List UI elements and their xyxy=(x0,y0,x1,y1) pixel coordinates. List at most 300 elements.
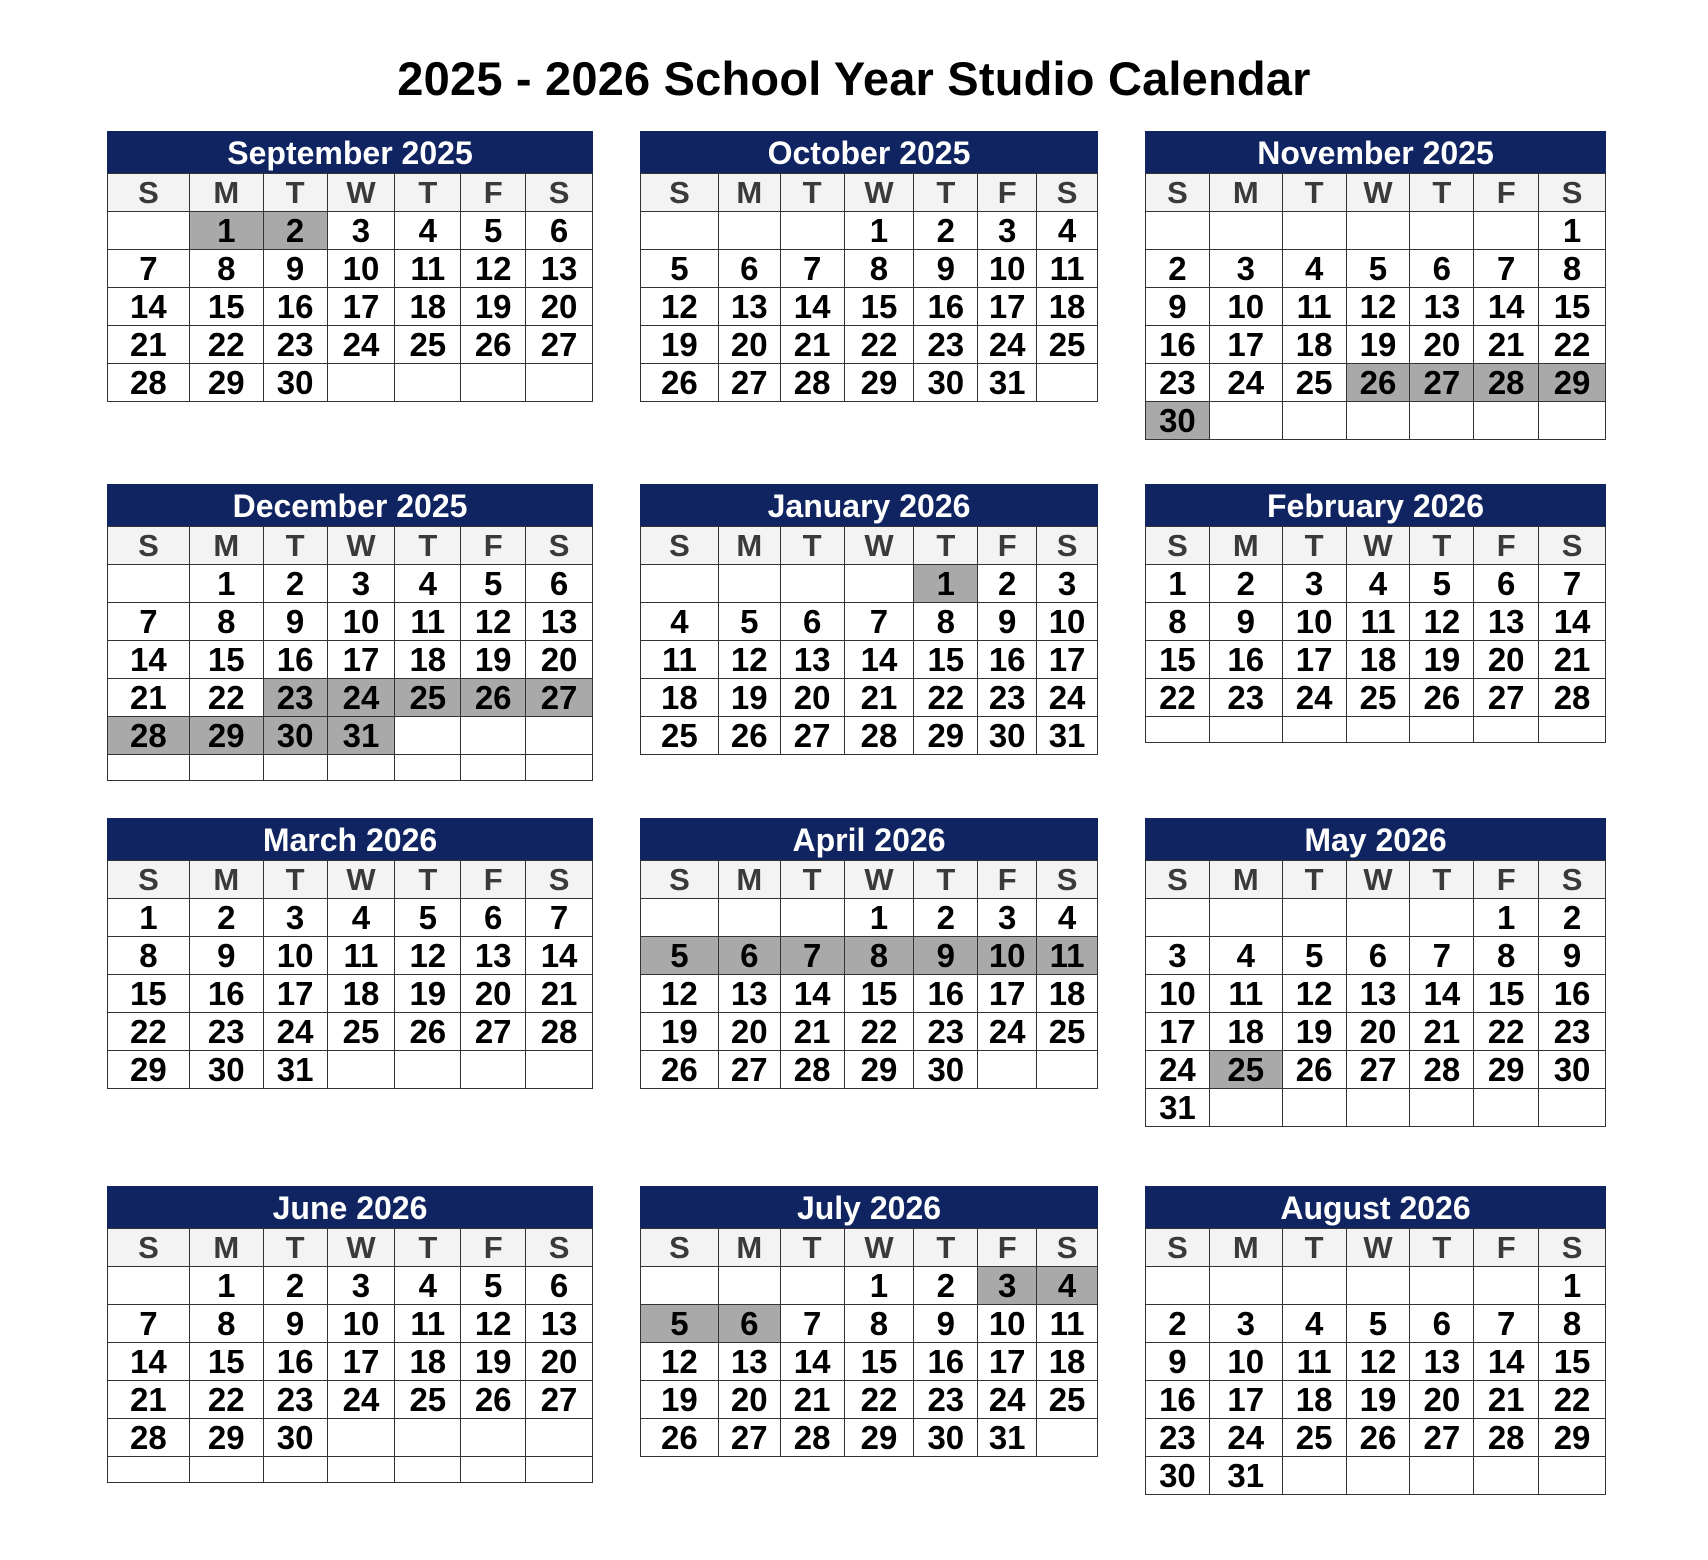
day-cell: 14 xyxy=(108,641,190,679)
day-cell: 15 xyxy=(844,975,914,1013)
weekday-label: T xyxy=(780,861,844,899)
day-cell: 11 xyxy=(395,250,461,288)
day-cell: 5 xyxy=(641,250,719,288)
weekday-label: M xyxy=(718,861,780,899)
day-cell: 17 xyxy=(263,975,327,1013)
weekday-label: T xyxy=(1410,527,1474,565)
month-december-2025 xyxy=(107,484,593,781)
day-cell: 24 xyxy=(978,1381,1037,1419)
day-cell: 22 xyxy=(108,1013,190,1051)
day-cell: 28 xyxy=(108,1419,190,1457)
day-cell: 13 xyxy=(461,937,526,975)
day-cell: 7 xyxy=(1410,937,1474,975)
day-cell: 1 xyxy=(1474,899,1539,937)
day-cell: 23 xyxy=(1209,679,1282,717)
weekday-label: T xyxy=(1282,1229,1346,1267)
day-cell: 19 xyxy=(641,1013,719,1051)
empty-cell xyxy=(1410,402,1474,440)
day-cell: 7 xyxy=(108,250,190,288)
weekday-label: S xyxy=(1539,861,1606,899)
week-row xyxy=(1146,364,1606,402)
day-cell: 30 xyxy=(263,717,327,755)
day-cell: 27 xyxy=(1346,1051,1410,1089)
week-row xyxy=(1146,402,1606,440)
day-cell: 23 xyxy=(1146,1419,1210,1457)
day-cell: 10 xyxy=(978,1305,1037,1343)
weekday-label: W xyxy=(327,174,395,212)
month-title: September 2025 xyxy=(107,131,593,173)
week-row xyxy=(641,288,1098,326)
weekday-label: F xyxy=(461,527,526,565)
day-cell: 2 xyxy=(914,1267,978,1305)
week-row xyxy=(108,1267,593,1305)
day-cell: 15 xyxy=(844,288,914,326)
weekday-label: T xyxy=(263,527,327,565)
weekday-label: T xyxy=(1410,1229,1474,1267)
day-cell: 23 xyxy=(263,326,327,364)
day-cell: 4 xyxy=(1282,1305,1346,1343)
day-cell: 12 xyxy=(1282,975,1346,1013)
day-cell: 29 xyxy=(844,364,914,402)
day-cell: 6 xyxy=(1474,565,1539,603)
day-cell: 31 xyxy=(1209,1457,1282,1495)
day-cell: 24 xyxy=(1146,1051,1210,1089)
week-row xyxy=(1146,603,1606,641)
weekday-label: T xyxy=(263,861,327,899)
day-cell: 3 xyxy=(1209,1305,1282,1343)
day-cell: 11 xyxy=(1037,937,1098,975)
day-cell: 1 xyxy=(1539,1267,1606,1305)
day-cell: 6 xyxy=(718,1305,780,1343)
month-title: November 2025 xyxy=(1145,131,1606,173)
day-cell: 21 xyxy=(780,326,844,364)
weekday-header-row xyxy=(641,1229,1098,1267)
day-cell: 1 xyxy=(844,212,914,250)
day-cell: 28 xyxy=(1474,1419,1539,1457)
day-cell: 19 xyxy=(461,641,526,679)
empty-cell xyxy=(1346,899,1410,937)
week-row xyxy=(108,603,593,641)
day-cell: 17 xyxy=(978,975,1037,1013)
day-cell: 27 xyxy=(526,1381,593,1419)
weekday-label: T xyxy=(1282,861,1346,899)
day-cell: 18 xyxy=(327,975,395,1013)
day-cell: 6 xyxy=(1410,1305,1474,1343)
day-cell: 5 xyxy=(718,603,780,641)
day-cell: 23 xyxy=(914,1013,978,1051)
month-grid xyxy=(107,526,593,781)
day-cell: 28 xyxy=(1539,679,1606,717)
empty-cell xyxy=(1209,1267,1282,1305)
day-cell: 10 xyxy=(978,937,1037,975)
weekday-label: S xyxy=(526,174,593,212)
week-row xyxy=(641,937,1098,975)
weekday-header-row xyxy=(108,1229,593,1267)
day-cell: 17 xyxy=(1209,326,1282,364)
week-row xyxy=(1146,326,1606,364)
empty-cell xyxy=(1037,1051,1098,1089)
day-cell: 22 xyxy=(189,326,263,364)
day-cell: 9 xyxy=(189,937,263,975)
week-row xyxy=(108,679,593,717)
day-cell: 3 xyxy=(1037,565,1098,603)
day-cell: 2 xyxy=(978,565,1037,603)
empty-cell xyxy=(395,717,461,755)
day-cell: 2 xyxy=(914,212,978,250)
day-cell: 22 xyxy=(1539,326,1606,364)
day-cell: 23 xyxy=(914,326,978,364)
day-cell: 13 xyxy=(526,1305,593,1343)
day-cell: 22 xyxy=(844,1013,914,1051)
empty-cell xyxy=(108,1457,190,1483)
day-cell: 27 xyxy=(780,717,844,755)
week-row xyxy=(641,1305,1098,1343)
weekday-label: W xyxy=(1346,527,1410,565)
day-cell: 11 xyxy=(1037,1305,1098,1343)
empty-cell xyxy=(1346,1089,1410,1127)
week-row-blank xyxy=(1146,717,1606,743)
empty-cell xyxy=(1346,1267,1410,1305)
day-cell: 12 xyxy=(641,1343,719,1381)
empty-cell xyxy=(1410,1089,1474,1127)
day-cell: 6 xyxy=(526,212,593,250)
day-cell: 16 xyxy=(914,288,978,326)
day-cell: 10 xyxy=(1037,603,1098,641)
week-row xyxy=(641,1419,1098,1457)
month-title: April 2026 xyxy=(640,818,1098,860)
day-cell: 17 xyxy=(327,641,395,679)
weekday-label: W xyxy=(327,527,395,565)
day-cell: 25 xyxy=(1037,1381,1098,1419)
day-cell: 14 xyxy=(780,975,844,1013)
day-cell: 8 xyxy=(189,250,263,288)
day-cell: 7 xyxy=(108,1305,190,1343)
day-cell: 21 xyxy=(844,679,914,717)
day-cell: 15 xyxy=(1474,975,1539,1013)
day-cell: 10 xyxy=(327,603,395,641)
weekday-label: T xyxy=(395,527,461,565)
empty-cell xyxy=(263,755,327,781)
day-cell: 10 xyxy=(978,250,1037,288)
day-cell: 8 xyxy=(189,1305,263,1343)
month-grid xyxy=(1145,860,1606,1127)
empty-cell xyxy=(718,1267,780,1305)
day-cell: 18 xyxy=(1282,326,1346,364)
empty-cell xyxy=(395,364,461,402)
week-row xyxy=(1146,1343,1606,1381)
weekday-label: M xyxy=(1209,174,1282,212)
month-title: February 2026 xyxy=(1145,484,1606,526)
weekday-header-row xyxy=(1146,1229,1606,1267)
day-cell: 7 xyxy=(1474,250,1539,288)
week-row-blank xyxy=(108,1457,593,1483)
week-row xyxy=(108,1305,593,1343)
day-cell: 13 xyxy=(718,975,780,1013)
day-cell: 1 xyxy=(914,565,978,603)
day-cell: 3 xyxy=(1209,250,1282,288)
day-cell: 9 xyxy=(1539,937,1606,975)
day-cell: 18 xyxy=(641,679,719,717)
day-cell: 8 xyxy=(844,250,914,288)
month-may-2026 xyxy=(1145,818,1606,1127)
day-cell: 27 xyxy=(718,1419,780,1457)
day-cell: 27 xyxy=(1410,1419,1474,1457)
weekday-label: M xyxy=(189,861,263,899)
day-cell: 26 xyxy=(1410,679,1474,717)
day-cell: 12 xyxy=(461,250,526,288)
day-cell: 15 xyxy=(189,641,263,679)
day-cell: 6 xyxy=(461,899,526,937)
week-row xyxy=(1146,1267,1606,1305)
page-title: 2025 - 2026 School Year Studio Calendar xyxy=(397,52,1311,105)
month-title: July 2026 xyxy=(640,1186,1098,1228)
day-cell: 8 xyxy=(914,603,978,641)
day-cell: 29 xyxy=(189,364,263,402)
day-cell: 19 xyxy=(461,1343,526,1381)
day-cell: 1 xyxy=(844,1267,914,1305)
month-grid xyxy=(640,526,1098,755)
day-cell: 5 xyxy=(461,212,526,250)
day-cell: 28 xyxy=(1474,364,1539,402)
day-cell: 23 xyxy=(263,679,327,717)
day-cell: 2 xyxy=(1146,250,1210,288)
day-cell: 18 xyxy=(1037,1343,1098,1381)
week-row xyxy=(641,565,1098,603)
empty-cell xyxy=(1539,402,1606,440)
day-cell: 21 xyxy=(1474,1381,1539,1419)
weekday-label: W xyxy=(327,861,395,899)
empty-cell xyxy=(1146,717,1210,743)
day-cell: 22 xyxy=(844,1381,914,1419)
weekday-header-row xyxy=(108,174,593,212)
weekday-header-row xyxy=(641,527,1098,565)
day-cell: 30 xyxy=(914,1051,978,1089)
weekday-label: S xyxy=(108,1229,190,1267)
day-cell: 19 xyxy=(718,679,780,717)
week-row xyxy=(108,565,593,603)
week-row xyxy=(641,1381,1098,1419)
empty-cell xyxy=(1282,717,1346,743)
empty-cell xyxy=(327,364,395,402)
weekday-label: T xyxy=(780,174,844,212)
empty-cell xyxy=(327,1051,395,1089)
empty-cell xyxy=(1209,717,1282,743)
weekday-label: F xyxy=(1474,174,1539,212)
empty-cell xyxy=(780,899,844,937)
day-cell: 23 xyxy=(978,679,1037,717)
day-cell: 21 xyxy=(780,1381,844,1419)
day-cell: 3 xyxy=(327,565,395,603)
empty-cell xyxy=(461,364,526,402)
weekday-label: F xyxy=(1474,861,1539,899)
week-row xyxy=(108,212,593,250)
week-row xyxy=(108,1343,593,1381)
empty-cell xyxy=(1146,1267,1210,1305)
empty-cell xyxy=(526,1419,593,1457)
week-row xyxy=(1146,288,1606,326)
empty-cell xyxy=(1474,1457,1539,1495)
weekday-label: W xyxy=(844,861,914,899)
weekday-label: M xyxy=(718,174,780,212)
day-cell: 14 xyxy=(1474,288,1539,326)
day-cell: 30 xyxy=(189,1051,263,1089)
day-cell: 24 xyxy=(327,326,395,364)
day-cell: 8 xyxy=(189,603,263,641)
day-cell: 1 xyxy=(1146,565,1210,603)
weekday-label: F xyxy=(978,1229,1037,1267)
empty-cell xyxy=(327,1457,395,1483)
empty-cell xyxy=(1474,402,1539,440)
day-cell: 27 xyxy=(526,326,593,364)
day-cell: 14 xyxy=(1474,1343,1539,1381)
empty-cell xyxy=(641,565,719,603)
day-cell: 25 xyxy=(1037,326,1098,364)
day-cell: 6 xyxy=(1410,250,1474,288)
day-cell: 1 xyxy=(844,899,914,937)
day-cell: 26 xyxy=(641,1419,719,1457)
month-july-2026 xyxy=(640,1186,1098,1457)
day-cell: 21 xyxy=(1474,326,1539,364)
day-cell: 2 xyxy=(914,899,978,937)
day-cell: 20 xyxy=(1346,1013,1410,1051)
empty-cell xyxy=(718,565,780,603)
day-cell: 1 xyxy=(108,899,190,937)
day-cell: 6 xyxy=(780,603,844,641)
weekday-label: T xyxy=(780,527,844,565)
day-cell: 17 xyxy=(1037,641,1098,679)
empty-cell xyxy=(327,1419,395,1457)
day-cell: 9 xyxy=(914,937,978,975)
week-row-blank xyxy=(108,755,593,781)
day-cell: 31 xyxy=(978,1419,1037,1457)
day-cell: 1 xyxy=(189,1267,263,1305)
day-cell: 20 xyxy=(1410,1381,1474,1419)
weekday-label: M xyxy=(718,527,780,565)
weekday-label: W xyxy=(1346,1229,1410,1267)
day-cell: 14 xyxy=(780,288,844,326)
empty-cell xyxy=(1539,1089,1606,1127)
weekday-label: S xyxy=(1037,174,1098,212)
weekday-label: W xyxy=(1346,861,1410,899)
weekday-header-row xyxy=(108,527,593,565)
weekday-label: S xyxy=(108,527,190,565)
day-cell: 29 xyxy=(844,1419,914,1457)
weekday-label: T xyxy=(263,1229,327,1267)
week-row xyxy=(641,1013,1098,1051)
empty-cell xyxy=(1282,1267,1346,1305)
weekday-label: S xyxy=(1539,1229,1606,1267)
day-cell: 3 xyxy=(327,212,395,250)
day-cell: 9 xyxy=(1146,1343,1210,1381)
day-cell: 30 xyxy=(1146,1457,1210,1495)
day-cell: 12 xyxy=(1346,288,1410,326)
month-grid xyxy=(107,860,593,1089)
empty-cell xyxy=(718,212,780,250)
week-row xyxy=(108,1013,593,1051)
week-row xyxy=(1146,1089,1606,1127)
empty-cell xyxy=(189,755,263,781)
day-cell: 27 xyxy=(718,364,780,402)
weekday-label: T xyxy=(780,1229,844,1267)
day-cell: 15 xyxy=(189,288,263,326)
day-cell: 3 xyxy=(1282,565,1346,603)
day-cell: 10 xyxy=(1282,603,1346,641)
day-cell: 10 xyxy=(327,250,395,288)
weekday-label: S xyxy=(1146,527,1210,565)
day-cell: 26 xyxy=(461,326,526,364)
weekday-label: S xyxy=(641,861,719,899)
day-cell: 4 xyxy=(327,899,395,937)
week-row xyxy=(1146,1381,1606,1419)
day-cell: 8 xyxy=(1146,603,1210,641)
empty-cell xyxy=(1146,212,1210,250)
day-cell: 26 xyxy=(395,1013,461,1051)
day-cell: 9 xyxy=(263,250,327,288)
week-row xyxy=(1146,1419,1606,1457)
day-cell: 28 xyxy=(780,1419,844,1457)
day-cell: 16 xyxy=(914,1343,978,1381)
empty-cell xyxy=(108,1267,190,1305)
day-cell: 5 xyxy=(1346,1305,1410,1343)
day-cell: 20 xyxy=(718,1013,780,1051)
weekday-label: T xyxy=(395,1229,461,1267)
day-cell: 8 xyxy=(844,1305,914,1343)
month-grid xyxy=(1145,1228,1606,1495)
day-cell: 17 xyxy=(1209,1381,1282,1419)
day-cell: 9 xyxy=(263,1305,327,1343)
day-cell: 30 xyxy=(1539,1051,1606,1089)
weekday-label: T xyxy=(1282,174,1346,212)
month-title: October 2025 xyxy=(640,131,1098,173)
day-cell: 25 xyxy=(1282,1419,1346,1457)
day-cell: 14 xyxy=(780,1343,844,1381)
day-cell: 13 xyxy=(718,1343,780,1381)
day-cell: 12 xyxy=(718,641,780,679)
day-cell: 9 xyxy=(1209,603,1282,641)
day-cell: 19 xyxy=(1410,641,1474,679)
weekday-label: S xyxy=(108,861,190,899)
day-cell: 25 xyxy=(395,326,461,364)
day-cell: 25 xyxy=(641,717,719,755)
day-cell: 8 xyxy=(1539,1305,1606,1343)
empty-cell xyxy=(1282,402,1346,440)
weekday-label: S xyxy=(1037,527,1098,565)
day-cell: 28 xyxy=(780,1051,844,1089)
weekday-label: M xyxy=(1209,861,1282,899)
weekday-label: F xyxy=(1474,1229,1539,1267)
day-cell: 26 xyxy=(461,679,526,717)
empty-cell xyxy=(1346,717,1410,743)
day-cell: 4 xyxy=(1346,565,1410,603)
day-cell: 30 xyxy=(914,1419,978,1457)
day-cell: 16 xyxy=(263,1343,327,1381)
day-cell: 29 xyxy=(1539,1419,1606,1457)
empty-cell xyxy=(1410,899,1474,937)
day-cell: 20 xyxy=(1410,326,1474,364)
day-cell: 28 xyxy=(1410,1051,1474,1089)
day-cell: 12 xyxy=(641,288,719,326)
day-cell: 17 xyxy=(978,1343,1037,1381)
day-cell: 25 xyxy=(1209,1051,1282,1089)
day-cell: 25 xyxy=(395,679,461,717)
day-cell: 31 xyxy=(978,364,1037,402)
day-cell: 24 xyxy=(1209,1419,1282,1457)
day-cell: 9 xyxy=(914,250,978,288)
weekday-label: F xyxy=(978,861,1037,899)
day-cell: 6 xyxy=(526,1267,593,1305)
day-cell: 21 xyxy=(108,679,190,717)
day-cell: 23 xyxy=(1146,364,1210,402)
